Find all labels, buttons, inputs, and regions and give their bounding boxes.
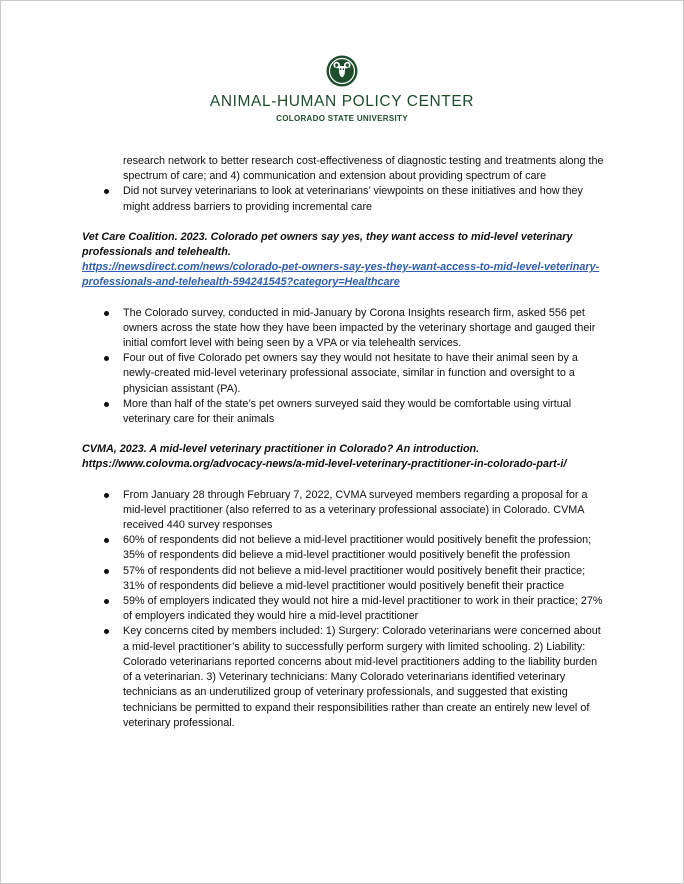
list-item: From January 28 through February 7, 2022, CVMA surveyed members regarding a proposal for a mid-level practitioner (also referred to as a veterinary professional associate) in Colorado. CVMA received 440 survey responses (82, 488, 607, 534)
ram-head-logo-icon (326, 55, 358, 87)
list-item: 59% of employers indicated they would not hire a mid-level practitioner to work in their practice; 27% of employers indicated they would hire a mid-level practitioner (82, 594, 607, 624)
citation-title: CVMA, 2023. A mid-level veterinary practitioner in Colorado? An introduction. (82, 443, 480, 456)
list-item: The Colorado survey, conducted in mid-January by Corona Insights research firm, asked 556 pet owners across the state how they have been impacted by the veterinary shortage and gauged their initial comfort level with being seen by a VPA or via telehealth services. (82, 306, 607, 352)
list-item: Key concerns cited by members included: 1) Surgery: Colorado veterinarians were concerned about a mid-level practitioner’s ability to successfully perform surgery with limited schooling. 2) Liability: Colorado veterinarians reported concerns about mid-level practitioners adding to the liability burden of a veterinarian. 3) Veterinary technicians: Many Colorado veterinarians identified veterinary technicians as an underutilized group of veterinary professionals, and suggested that existing technicians be permitted to expand their responsibilities rather than create an entirely new level of veterinary professional. (82, 624, 607, 730)
list-item: 57% of respondents did not believe a mid-level practitioner would positively benefit their practice; 31% of respondents did believe a mid-level practitioner would positively benefit their practice (82, 564, 607, 594)
reference-vet-care-coalition (82, 230, 607, 291)
reference-cvma (82, 442, 607, 472)
bullet-list-continued (82, 154, 607, 215)
center-name: ANIMAL-HUMAN POLICY CENTER (209, 93, 475, 110)
source-url: https://www.colovma.org/advocacy-news/a-mid-level-veterinary-practitioner-in-colorado-part-i/ (82, 458, 567, 471)
list-item: research network to better research cost-effectiveness of diagnostic testing and treatments along the spectrum of care; and 4) communication and extension about providing spectrum of care (123, 155, 604, 183)
bullet-list-survey (82, 306, 607, 428)
list-item: 60% of respondents did not believe a mid-level practitioner would positively benefit the profession; 35% of respondents did believe a mid-level practitioner would positively benefit the profession (82, 533, 607, 563)
source-link[interactable]: https://newsdirect.com/news/colorado-pet-owners-say-yes-they-want-access-to-mid-level-veterinary-professionals-and-telehealth-594241545?category=Healthcare (82, 261, 600, 289)
list-item: More than half of the state’s pet owners surveyed said they would be comfortable using virtual veterinary care for their animals (82, 397, 607, 427)
list-item: Did not survey veterinarians to look at veterinarians’ viewpoints on these initiatives and how they might address barriers to providing incremental care (82, 184, 607, 214)
university-name: COLORADO STATE UNIVERSITY (276, 114, 408, 123)
document-body (82, 154, 607, 731)
page-header (1, 55, 683, 123)
list-item: Four out of five Colorado pet owners say they would not hesitate to have their animal seen by a newly-created mid-level veterinary professional associate, similar in function and oversight to a physician assistant (PA). (82, 351, 607, 397)
bullet-list-cvma (82, 488, 607, 731)
citation-title: Vet Care Coalition. 2023. Colorado pet owners say yes, they want access to mid-level veterinary professionals and telehealth. (82, 230, 573, 259)
